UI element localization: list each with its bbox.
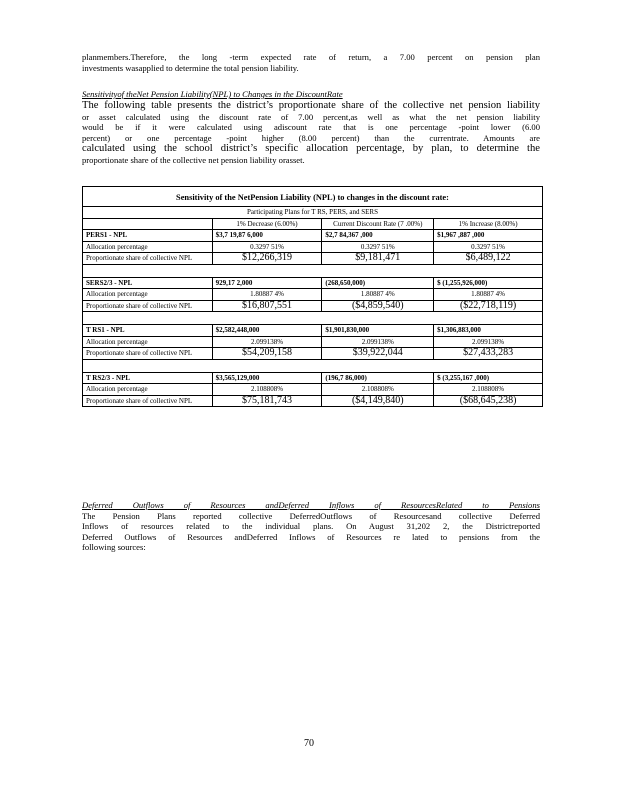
row-label: Allocation percentage — [83, 289, 213, 301]
sensitivity-line-2: or asset calculated using the discount rate of 7.00 percent,as well as what the net pension liability — [82, 111, 540, 122]
deferred-line-4: following sources: — [82, 542, 146, 552]
column-header-increase: 1% Increase (8.00%) — [434, 218, 543, 230]
sensitivity-line-6: proportionate share of the collective net pension liability orasset. — [82, 155, 305, 165]
row-label: Allocation percentage — [83, 336, 213, 348]
table-title: Sensitivity of the NetPension Liability (NPL) to changes in the discount rate: — [83, 187, 543, 207]
row-label: T RS2/3 - NPL — [83, 372, 213, 384]
sensitivity-heading: Sensitivityof theNet Pension Liability(NPL) to Changes in the DiscountRate — [82, 89, 343, 99]
sensitivity-line-5: calculated using the school district’s specific allocation percentage, by plan, to determine the — [82, 143, 540, 154]
table-row: Proportionate share of collective NPL $12,266,319 $9,181,471 $6,489,122 — [83, 253, 543, 265]
row-label: Proportionate share of collective NPL — [83, 348, 213, 360]
deferred-line-1: The Pension Plans reported collective DeferredOutflows of Resourcesand collective Deferred — [82, 510, 540, 521]
column-header-decrease: 1% Decrease (6.00%) — [212, 218, 322, 230]
sensitivity-line-3: would be if it were calculated using adiscount rate that is one percentage -point lower (6.00 — [82, 122, 540, 132]
table-row: Allocation percentage 2.099138% 2.099138% 2.099138% — [83, 336, 543, 348]
table-row: PERS1 - NPL $3,7 19,87 6,000 $2,7 84,367 ,000 $1,967 ,887 ,000 — [83, 230, 543, 242]
row-label: T RS1 - NPL — [83, 325, 213, 337]
table-row: Proportionate share of collective NPL $54,209,158 $39,922,044 $27,433,283 — [83, 348, 543, 360]
row-label: PERS1 - NPL — [83, 230, 213, 242]
row-label: SERS2/3 - NPL — [83, 277, 213, 289]
table-row: SERS2/3 - NPL 929,17 2,000 (268,650,000) $ (1,255,926,000) — [83, 277, 543, 289]
row-label: Proportionate share of collective NPL — [83, 300, 213, 312]
sensitivity-table — [82, 186, 543, 407]
table-subheader: Participating Plans for T RS, PERS, and SERS — [83, 207, 543, 219]
intro-line-2: investments wasapplied to determine the total pension liability. — [82, 62, 299, 73]
column-header-current: Current Discount Rate (7 .00%) — [322, 218, 434, 230]
table-row: Allocation percentage 1.80887 4% 1.80887 4% 1.80887 4% — [83, 289, 543, 301]
intro-paragraph — [82, 52, 540, 73]
row-label: Proportionate share of collective NPL — [83, 253, 213, 265]
table-row: T RS1 - NPL $2,582,448,000 $1,901,830,000 $1,306,883,000 — [83, 325, 543, 337]
deferred-heading: Deferred Outflows of Resources andDeferred Inflows of ResourcesRelated to Pensions — [82, 500, 540, 510]
table-row: Proportionate share of collective NPL $16,807,551 ($4,859,540) ($22,718,119) — [83, 300, 543, 312]
table-row: Allocation percentage 0.3297 51% 0.3297 51% 0.3297 51% — [83, 241, 543, 253]
deferred-section — [82, 500, 540, 553]
table-row: T RS2/3 - NPL $3,565,129,000 (196,7 86,000) $ (3,255,167 ,000) — [83, 372, 543, 384]
page-number: 70 — [304, 738, 314, 749]
sensitivity-line-4: percent) or one percentage -point higher (8.00 percent) than the currentrate. Amounts are — [82, 132, 540, 143]
deferred-line-2: Inflows of resources related to the individual plans. On August 31,202 2, the Districtreported — [82, 521, 540, 531]
table-row: Proportionate share of collective NPL $75,181,743 ($4,149,840) ($68,645,238) — [83, 395, 543, 407]
intro-line-1: planmembers.Therefore, the long -term expected rate of return, a 7.00 percent on pension plan — [82, 52, 540, 62]
sensitivity-section — [82, 89, 540, 166]
row-label: Allocation percentage — [83, 384, 213, 396]
deferred-line-3: Deferred Outflows of Resources andDeferred Inflows of Resources re lated to pensions from the — [82, 531, 540, 542]
table-row: Allocation percentage 2.108808% 2.108808% 2.108808% — [83, 384, 543, 396]
sensitivity-line-1: The following table presents the district’s proportionate share of the collective net pension liability — [82, 99, 540, 111]
row-label: Allocation percentage — [83, 241, 213, 253]
row-label: Proportionate share of collective NPL — [83, 395, 213, 407]
